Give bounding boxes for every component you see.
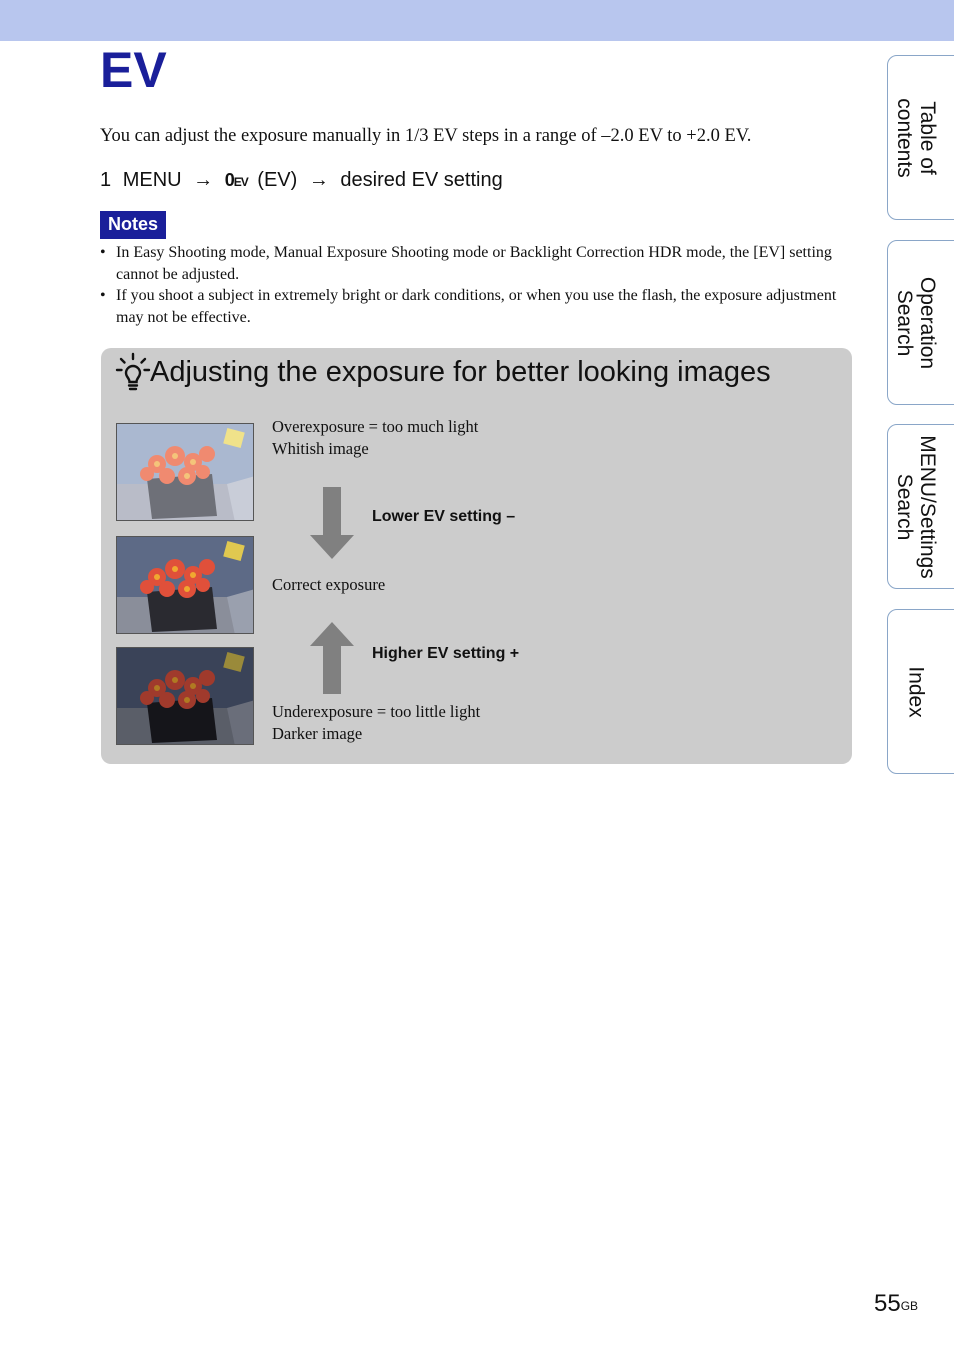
correct-exposure-label: Correct exposure — [272, 575, 386, 594]
darker-label: Darker image — [272, 724, 363, 743]
tip-title: Adjusting the exposure for better looking images — [150, 356, 771, 388]
intro-text: You can adjust the exposure manually in 1/3 EV steps in a range of –2.0 EV to +2.0 EV. — [100, 126, 752, 146]
arrow-right-icon: → — [308, 169, 329, 191]
arrow-right-icon: → — [193, 169, 214, 191]
underexposed-photo — [116, 647, 254, 745]
list-item: • In Easy Shooting mode, Manual Exposure Shooting mode or Backlight Correction HDR mode, the [EV] setting cannot be adjusted. — [100, 244, 832, 283]
step-ev: (EV) — [257, 169, 298, 191]
bullet: • — [100, 244, 106, 261]
whitish-label: Whitish image — [272, 439, 369, 458]
step-menu: MENU — [122, 169, 182, 191]
page-title: EV — [100, 42, 167, 98]
list-item: • If you shoot a subject in extremely bright or dark conditions, or when you use the flash, the exposure adjustment may not be effective. — [100, 287, 837, 326]
step-setting: desired EV setting — [340, 169, 503, 191]
page-number: $55^{GB}$ — [874, 1290, 919, 1317]
exposure-ev-icon: 0EV — [224, 170, 248, 190]
notes-badge: Notes — [100, 211, 166, 239]
overexposed-photo — [116, 423, 254, 521]
arrow-up-icon — [310, 622, 354, 694]
procedure-step — [100, 166, 503, 196]
higher-ev-label: Higher EV setting + — [372, 645, 520, 662]
lower-ev-label: Lower EV setting – — [372, 508, 516, 525]
bullet: • — [100, 287, 106, 304]
underexposure-label: Underexposure = too little light — [272, 702, 481, 721]
notes-list — [100, 242, 860, 328]
correct-exposure-photo — [116, 536, 254, 634]
header-bar — [0, 0, 954, 41]
step-number: 1 — [100, 169, 112, 191]
tab-index[interactable]: Index — [887, 609, 954, 774]
tab-table-of-contents[interactable]: Table of contents — [887, 55, 954, 220]
lightbulb-icon — [115, 352, 151, 392]
overexposure-label: Overexposure = too much light — [272, 417, 479, 436]
tab-menu-settings-search[interactable]: MENU/Settings Search — [887, 424, 954, 589]
arrow-down-icon — [310, 487, 354, 559]
tab-operation-search[interactable]: Operation Search — [887, 240, 954, 405]
